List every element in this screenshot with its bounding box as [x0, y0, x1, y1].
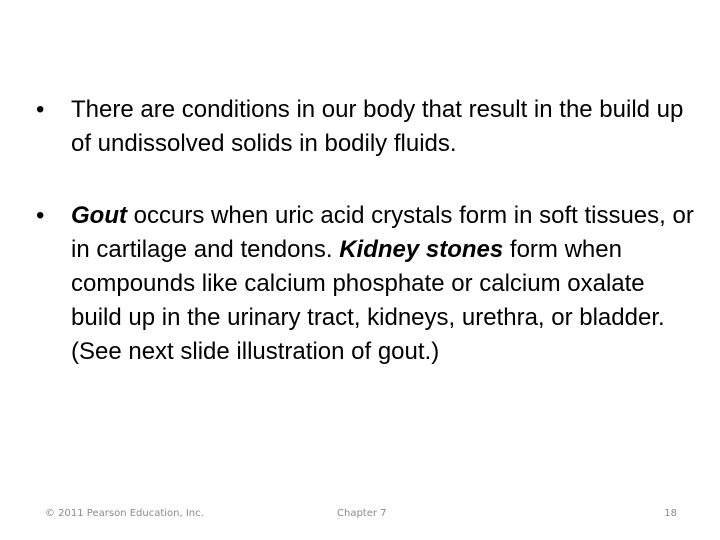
bullet-item	[36, 199, 696, 369]
bullet-text: occurs when uric acid crystals form in soft tissues, or in cartilage and tendons.	[71, 202, 694, 263]
bullet-item	[36, 93, 696, 161]
bullet-marker: •	[36, 202, 45, 229]
footer-page-number: 18	[664, 508, 677, 519]
bullet-text: form when compounds like calcium phosphate or calcium oxalate build up in the urinary tract, kidneys, urethra, or bladder. (See next slide illustration of gout.)	[71, 236, 665, 365]
term-kidney-stones: Kidney stones	[339, 236, 504, 263]
bullet-text: There are conditions in our body that result in the build up of undissolved solids in bodily fluids.	[71, 96, 684, 157]
footer-chapter: Chapter 7	[337, 508, 387, 519]
term-gout: Gout	[71, 202, 127, 229]
footer-copyright: © 2011 Pearson Education, Inc.	[45, 508, 204, 519]
bullet-list	[36, 93, 696, 369]
bullet-marker: •	[36, 96, 45, 123]
